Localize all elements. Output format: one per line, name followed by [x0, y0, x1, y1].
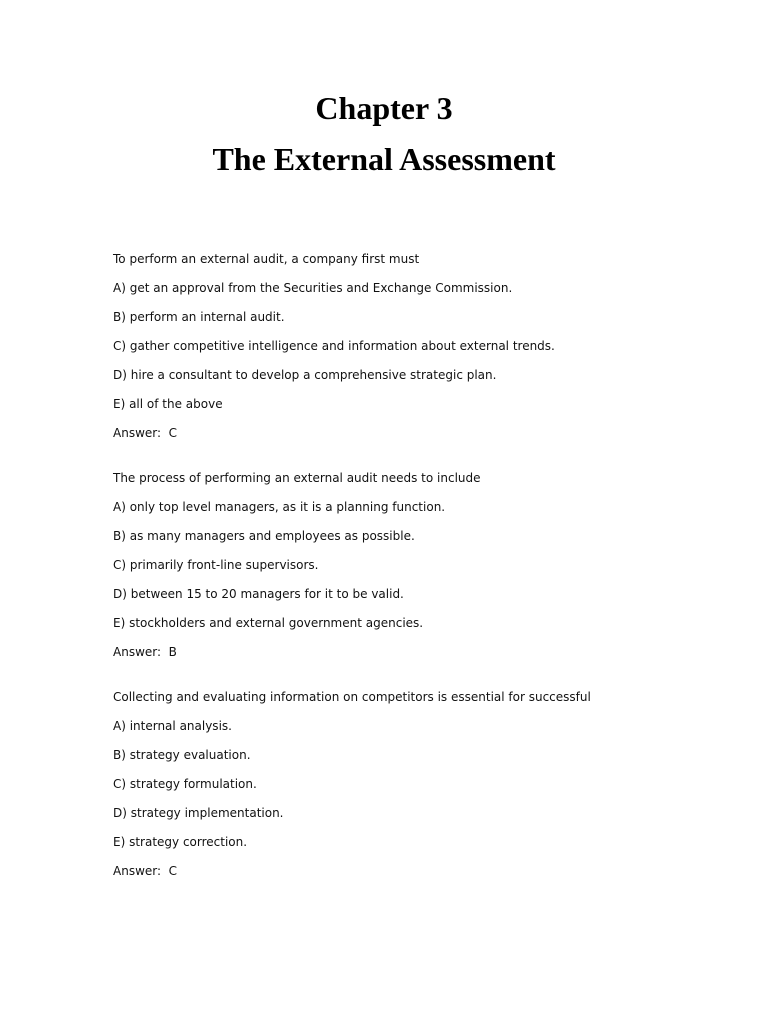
answer-option-e: E) strategy correction. [113, 835, 248, 849]
question-list [113, 251, 713, 908]
answer-key: Answer: C [113, 426, 178, 440]
answer-option-d: D) hire a consultant to develop a comprehensive strategic plan. [113, 368, 497, 382]
answer-key: Answer: B [113, 645, 177, 659]
title-block [0, 92, 768, 175]
answer-option-c: C) strategy formulation. [113, 777, 257, 791]
question-stem: The process of performing an external audit needs to include [113, 471, 481, 485]
answer-key: Answer: C [113, 864, 178, 878]
answer-option-e: E) all of the above [113, 397, 223, 411]
question-stem: Collecting and evaluating information on competitors is essential for successful [113, 690, 591, 704]
answer-option-b: B) strategy evaluation. [113, 748, 251, 762]
chapter-title: Chapter 3 [315, 90, 453, 126]
answer-option-a: A) only top level managers, as it is a planning function. [113, 500, 446, 514]
question-stem: To perform an external audit, a company first must [113, 252, 420, 266]
chapter-subtitle: The External Assessment [212, 141, 556, 177]
answer-option-d: D) between 15 to 20 managers for it to be valid. [113, 587, 404, 601]
answer-option-e: E) stockholders and external government agencies. [113, 616, 424, 630]
answer-option-b: B) as many managers and employees as possible. [113, 529, 415, 543]
answer-option-b: B) perform an internal audit. [113, 310, 285, 324]
question-3 [113, 689, 713, 879]
question-1 [113, 251, 713, 441]
answer-option-d: D) strategy implementation. [113, 806, 284, 820]
answer-option-a: A) get an approval from the Securities and Exchange Commission. [113, 281, 513, 295]
answer-option-a: A) internal analysis. [113, 719, 232, 733]
answer-option-c: C) gather competitive intelligence and information about external trends. [113, 339, 555, 353]
question-2 [113, 470, 713, 660]
answer-option-c: C) primarily front-line supervisors. [113, 558, 319, 572]
